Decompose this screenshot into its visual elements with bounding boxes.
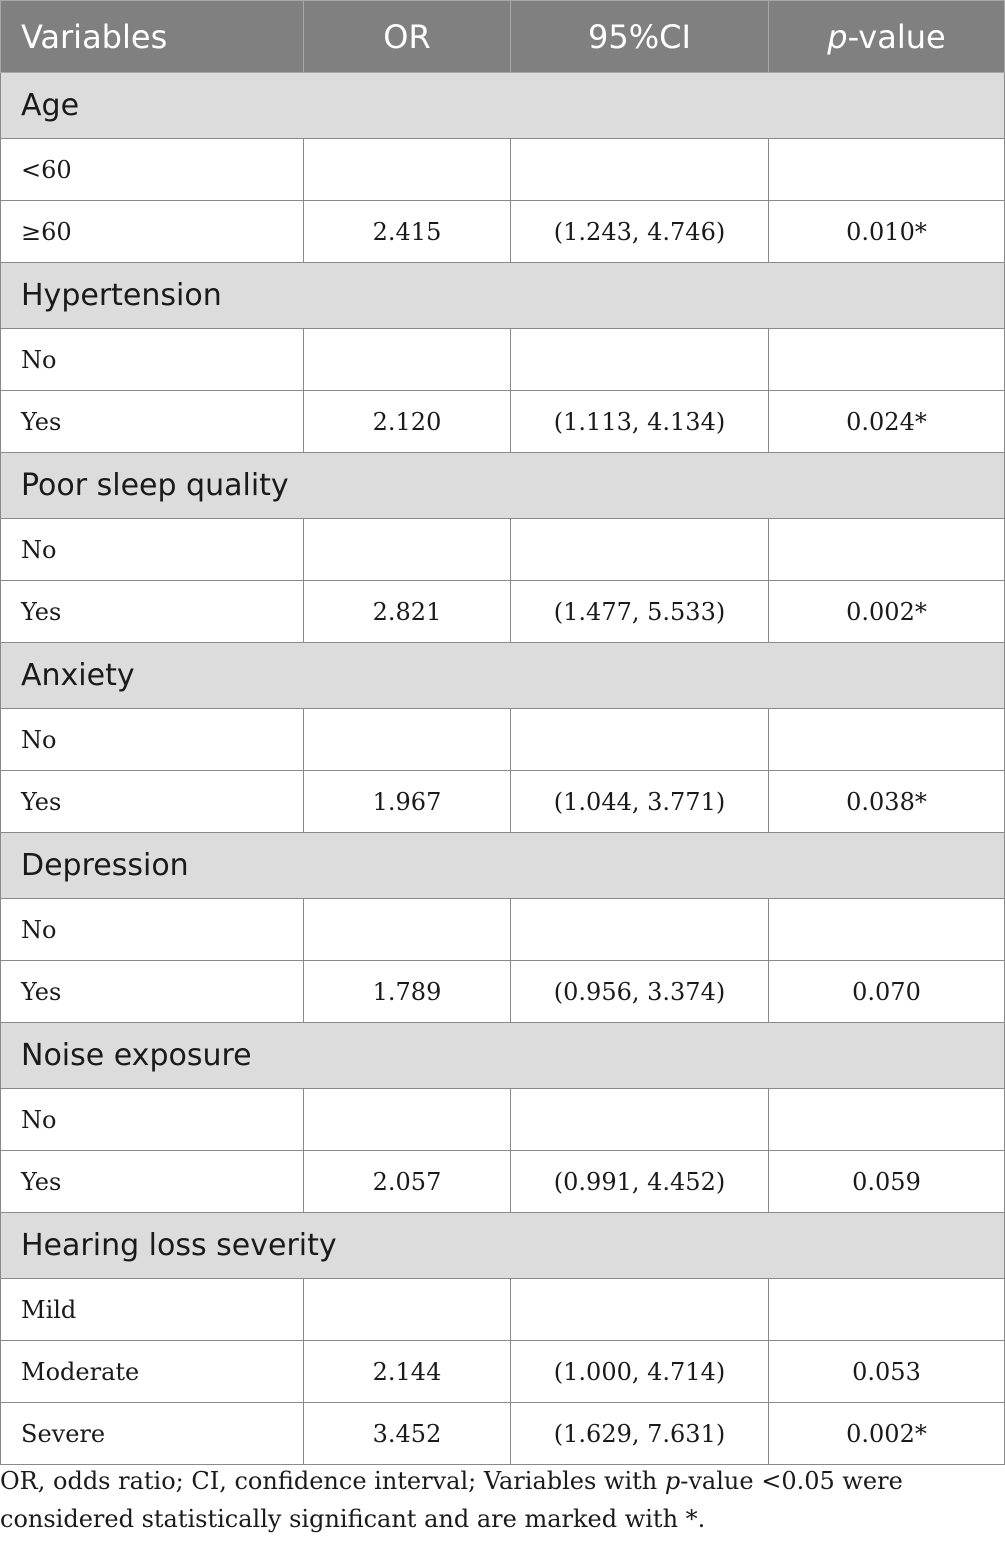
group-label: Hypertension: [1, 263, 1005, 329]
cell-or: 2.057: [304, 1151, 511, 1213]
cell-p-value: [769, 329, 1005, 391]
cell-or: [304, 899, 511, 961]
cell-ci: (0.991, 4.452): [511, 1151, 769, 1213]
group-header-row: [1, 263, 1005, 329]
cell-label: No: [1, 329, 304, 391]
table-row: [1, 1279, 1005, 1341]
group-label: Noise exposure: [1, 1023, 1005, 1089]
header-p-italic: p: [827, 17, 848, 56]
cell-ci: (1.477, 5.533): [511, 581, 769, 643]
cell-p-value: [769, 139, 1005, 201]
header-p-value: [769, 1, 1005, 73]
table-row: [1, 961, 1005, 1023]
cell-or: 2.120: [304, 391, 511, 453]
cell-ci: [511, 899, 769, 961]
cell-or: [304, 1089, 511, 1151]
cell-or: [304, 329, 511, 391]
group-header-row: [1, 833, 1005, 899]
group-label: Anxiety: [1, 643, 1005, 709]
group-header-row: [1, 1213, 1005, 1279]
group-header-row: [1, 73, 1005, 139]
cell-label: No: [1, 899, 304, 961]
footnote-text-2: -value <0.05 were considered statistically significant and are marked with *.: [0, 1467, 903, 1533]
cell-p-value: 0.053: [769, 1341, 1005, 1403]
cell-label: Yes: [1, 961, 304, 1023]
cell-ci: [511, 329, 769, 391]
cell-p-value: 0.024*: [769, 391, 1005, 453]
table-footnote: [0, 1462, 1000, 1538]
cell-p-value: [769, 1089, 1005, 1151]
header-ci: 95%CI: [511, 1, 769, 73]
table-row: [1, 1341, 1005, 1403]
cell-label: Severe: [1, 1403, 304, 1465]
cell-ci: (0.956, 3.374): [511, 961, 769, 1023]
cell-or: 2.415: [304, 201, 511, 263]
group-label: Hearing loss severity: [1, 1213, 1005, 1279]
cell-p-value: 0.010*: [769, 201, 1005, 263]
cell-p-value: 0.002*: [769, 1403, 1005, 1465]
table-row: [1, 581, 1005, 643]
cell-ci: (1.243, 4.746): [511, 201, 769, 263]
cell-or: [304, 1279, 511, 1341]
cell-label: Moderate: [1, 1341, 304, 1403]
footnote-p-italic: p: [664, 1467, 681, 1495]
cell-or: [304, 709, 511, 771]
cell-p-value: [769, 1279, 1005, 1341]
cell-label: <60: [1, 139, 304, 201]
table-row: [1, 139, 1005, 201]
cell-or: 3.452: [304, 1403, 511, 1465]
cell-ci: [511, 1089, 769, 1151]
cell-ci: [511, 1279, 769, 1341]
cell-or: [304, 519, 511, 581]
cell-ci: [511, 709, 769, 771]
table-row: [1, 519, 1005, 581]
cell-label: No: [1, 709, 304, 771]
group-label: Age: [1, 73, 1005, 139]
cell-p-value: [769, 519, 1005, 581]
table-row: [1, 329, 1005, 391]
cell-ci: (1.113, 4.134): [511, 391, 769, 453]
cell-label: Yes: [1, 1151, 304, 1213]
cell-label: No: [1, 1089, 304, 1151]
table-row: [1, 391, 1005, 453]
table-row: [1, 709, 1005, 771]
cell-or: 2.144: [304, 1341, 511, 1403]
cell-or: 1.967: [304, 771, 511, 833]
group-header-row: [1, 1023, 1005, 1089]
cell-p-value: [769, 899, 1005, 961]
header-variables: Variables: [1, 1, 304, 73]
table-row: [1, 899, 1005, 961]
cell-label: Mild: [1, 1279, 304, 1341]
group-label: Poor sleep quality: [1, 453, 1005, 519]
header-p-rest: -value: [847, 17, 946, 56]
table-row: [1, 1151, 1005, 1213]
cell-p-value: 0.070: [769, 961, 1005, 1023]
header-row: [1, 1, 1005, 73]
cell-label: Yes: [1, 771, 304, 833]
cell-label: No: [1, 519, 304, 581]
table-row: [1, 1089, 1005, 1151]
footnote-text-1: OR, odds ratio; CI, confidence interval; Variables with: [0, 1467, 665, 1495]
cell-ci: (1.044, 3.771): [511, 771, 769, 833]
cell-ci: [511, 139, 769, 201]
group-header-row: [1, 453, 1005, 519]
table-row: [1, 771, 1005, 833]
cell-label: Yes: [1, 391, 304, 453]
cell-or: 1.789: [304, 961, 511, 1023]
cell-ci: [511, 519, 769, 581]
cell-p-value: 0.059: [769, 1151, 1005, 1213]
cell-p-value: 0.038*: [769, 771, 1005, 833]
cell-p-value: 0.002*: [769, 581, 1005, 643]
table-row: [1, 201, 1005, 263]
cell-p-value: [769, 709, 1005, 771]
cell-or: [304, 139, 511, 201]
header-or: OR: [304, 1, 511, 73]
cell-ci: (1.000, 4.714): [511, 1341, 769, 1403]
table-row: [1, 1403, 1005, 1465]
group-label: Depression: [1, 833, 1005, 899]
cell-or: 2.821: [304, 581, 511, 643]
cell-label: ≥60: [1, 201, 304, 263]
group-header-row: [1, 643, 1005, 709]
cell-label: Yes: [1, 581, 304, 643]
cell-ci: (1.629, 7.631): [511, 1403, 769, 1465]
